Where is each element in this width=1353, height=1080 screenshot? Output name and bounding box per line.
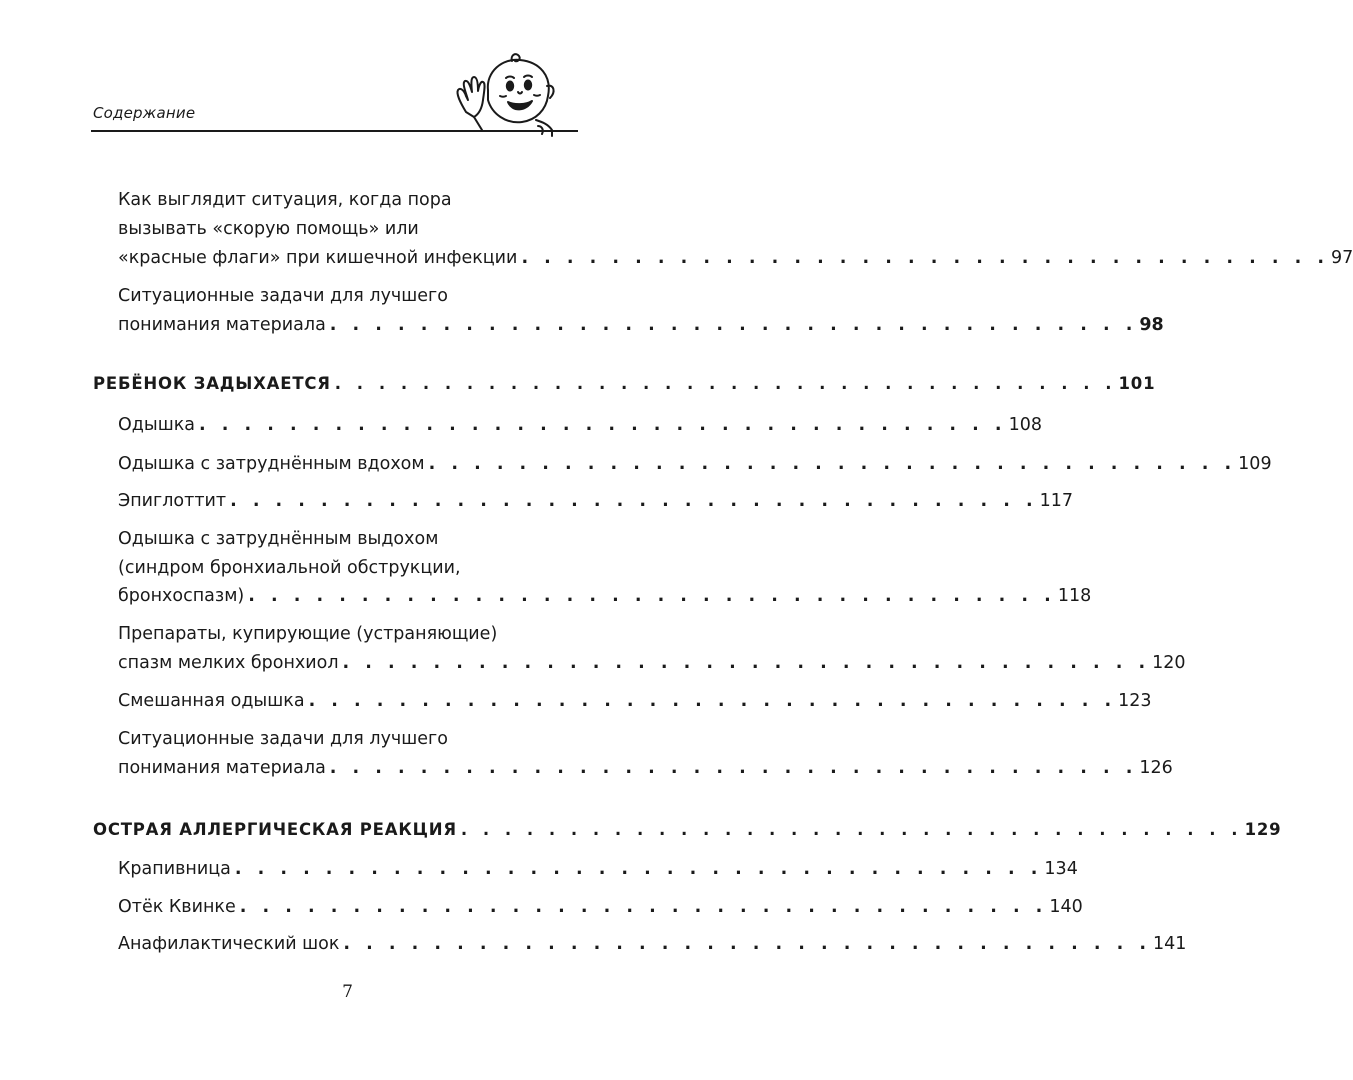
dot-leader: . . . . . . . . . . . . . . . . . . . . . . . . . . . . . . . . . . . . <box>334 374 1117 393</box>
toc-chapter-page: 101 <box>1118 374 1156 393</box>
toc-entry-line: Как выглядит ситуация, когда пора <box>118 190 452 210</box>
toc-entry-title: Крапивница <box>118 859 231 879</box>
toc-chapter[interactable] <box>93 373 1156 395</box>
toc-entry-line: Ситуационные задачи для лучшего <box>118 286 448 306</box>
toc-entry-title: Смешанная одышка <box>118 691 305 711</box>
toc-entry[interactable] <box>118 247 1353 269</box>
toc-entry-page: 140 <box>1049 897 1083 917</box>
toc-chapter-title: ОСТРАЯ АЛЛЕРГИЧЕСКАЯ РЕАКЦИЯ <box>93 820 457 839</box>
toc-entry-title: «красные флаги» при кишечной инфекции <box>118 248 518 268</box>
toc-entry[interactable] <box>118 933 1187 955</box>
toc-entry[interactable] <box>118 690 1152 712</box>
toc-entry-page: 97 <box>1331 248 1353 268</box>
dot-leader: . . . . . . . . . . . . . . . . . . . . . . . . . . . . . . . . . . . . <box>460 820 1243 839</box>
toc-entry-title: понимания материала <box>118 315 326 335</box>
dot-leader: . . . . . . . . . . . . . . . . . . . . . . . . . . . . . . . . . . . . <box>248 586 1056 606</box>
toc-entry-page: 118 <box>1057 586 1092 606</box>
toc-entry-title: Анафилактический шок <box>118 934 340 954</box>
toc-entry[interactable] <box>118 652 1186 674</box>
toc-chapter-page: 129 <box>1244 820 1282 839</box>
toc-entry-title: Эпиглоттит <box>118 491 227 511</box>
dot-leader: . . . . . . . . . . . . . . . . . . . . . . . . . . . . . . . . . . . . <box>308 691 1117 711</box>
toc-entry-line: вызывать «скорую помощь» или <box>118 219 419 239</box>
toc-entry-page: 108 <box>1008 415 1042 435</box>
dot-leader: . . . . . . . . . . . . . . . . . . . . . . . . . . . . . . . . . . . . <box>329 315 1138 335</box>
toc-entry-title: понимания материала <box>118 758 326 778</box>
dot-leader: . . . . . . . . . . . . . . . . . . . . . . . . . . . . . . . . . . . . <box>230 491 1038 511</box>
toc-entry[interactable] <box>118 585 1092 607</box>
toc-entry-page: 141 <box>1153 934 1187 954</box>
toc-entry-title: Одышка с затруднённым вдохом <box>118 454 425 474</box>
toc-entry[interactable] <box>118 858 1078 880</box>
toc-entry[interactable] <box>118 314 1164 336</box>
toc-entry-page: 117 <box>1039 491 1074 511</box>
dot-leader: . . . . . . . . . . . . . . . . . . . . . . . . . . . . . . . . . . . . <box>521 248 1330 268</box>
toc-entry-page: 120 <box>1152 653 1186 673</box>
toc-entry[interactable] <box>118 896 1083 918</box>
toc-entry[interactable] <box>118 414 1042 436</box>
toc-chapter-title: РЕБЁНОК ЗАДЫХАЕТСЯ <box>93 374 331 393</box>
dot-leader: . . . . . . . . . . . . . . . . . . . . . . . . . . . . . . . . . . . . <box>234 859 1043 879</box>
toc-entry-page: 134 <box>1044 859 1078 879</box>
dot-leader: . . . . . . . . . . . . . . . . . . . . . . . . . . . . . . . . . . . . <box>428 454 1237 474</box>
dot-leader: . . . . . . . . . . . . . . . . . . . . . . . . . . . . . . . . . . . . <box>343 934 1151 954</box>
dot-leader: . . . . . . . . . . . . . . . . . . . . . . . . . . . . . . . . . . . . <box>199 415 1007 435</box>
toc-entry-title: бронхоспазм) <box>118 586 245 606</box>
toc-entry-page: 126 <box>1139 758 1173 778</box>
dot-leader: . . . . . . . . . . . . . . . . . . . . . . . . . . . . . . . . . . . . <box>239 897 1048 917</box>
toc-entry-line: Препараты, купирующие (устраняющие) <box>118 624 498 644</box>
toc-entry-title: спазм мелких бронхиол <box>118 653 339 673</box>
toc-entry-title: Одышка <box>118 415 195 435</box>
toc-entry-line: Одышка с затруднённым выдохом <box>118 529 439 549</box>
toc-entry-title: Отёк Квинке <box>118 897 236 917</box>
toc-entry[interactable] <box>118 453 1272 475</box>
waving-baby-icon <box>452 50 562 136</box>
toc-entry-line: Ситуационные задачи для лучшего <box>118 729 448 749</box>
toc-entry-page: 98 <box>1139 315 1164 335</box>
dot-leader: . . . . . . . . . . . . . . . . . . . . . . . . . . . . . . . . . . . . <box>329 758 1138 778</box>
toc-entry-line: (синдром бронхиальной обструкции, <box>118 558 461 578</box>
toc-entry[interactable] <box>118 490 1074 512</box>
page-number: 7 <box>342 982 353 1002</box>
toc-entry[interactable] <box>118 757 1173 779</box>
toc-entry-page: 123 <box>1118 691 1152 711</box>
dot-leader: . . . . . . . . . . . . . . . . . . . . . . . . . . . . . . . . . . . . <box>342 653 1151 673</box>
toc-chapter[interactable] <box>93 819 1282 841</box>
toc-entry-page: 109 <box>1238 454 1272 474</box>
running-title: Содержание <box>93 104 196 122</box>
